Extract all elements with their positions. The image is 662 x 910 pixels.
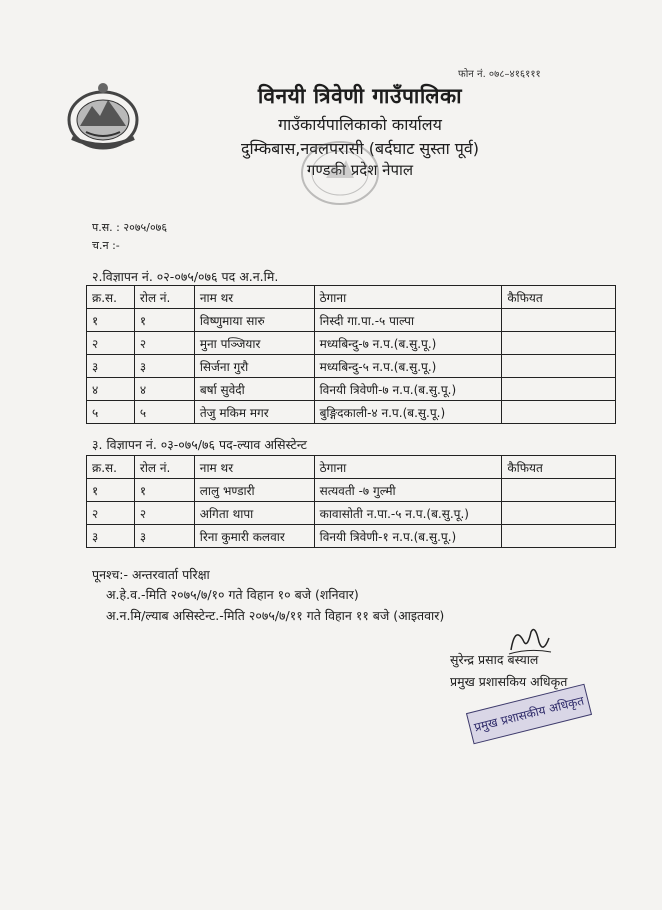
address-cell: बुङ्गिदकाली-४ न.प.(ब.सु.पू.): [314, 401, 502, 424]
serial-cell: २: [87, 332, 135, 355]
column-header: क्र.स.: [87, 286, 135, 309]
section1-title: २.विज्ञापन नं. ०२-०७५/०७६ पद अ.न.मि.: [92, 269, 279, 284]
serial-cell: ५: [87, 401, 135, 424]
name-cell: बर्षा सुवेदी: [194, 378, 314, 401]
office-name: गाउँकार्यपालिकाको कार्यालय: [278, 115, 442, 134]
column-header: रोल नं.: [134, 286, 194, 309]
name-cell: तेजु मकिम मगर: [194, 401, 314, 424]
remarks-cell: [502, 309, 616, 332]
table-row: [87, 502, 616, 525]
column-header: नाम थर: [194, 286, 314, 309]
name-cell: मुना पञ्जियार: [194, 332, 314, 355]
roll-cell: ५: [134, 401, 194, 424]
column-header: नाम थर: [194, 456, 314, 479]
nepal-emblem-icon: [62, 80, 144, 152]
address-cell: निस्दी गा.पा.-५ पाल्पा: [314, 309, 502, 332]
address-cell: मध्यबिन्दु-७ न.प.(ब.सु.पू.): [314, 332, 502, 355]
interview-schedule-2: अ.न.मि/ल्याब असिस्टेन्ट.-मिति २०७५/७/११ गते विहान ११ बजे (आइतवार): [106, 608, 445, 623]
column-header: ठेगाना: [314, 456, 502, 479]
roll-cell: ४: [134, 378, 194, 401]
remarks-cell: [502, 525, 616, 548]
signatory-name: सुरेन्द्र प्रसाद बस्याल: [450, 652, 539, 667]
name-cell: रिना कुमारी कलवार: [194, 525, 314, 548]
serial-cell: १: [87, 479, 135, 502]
name-cell: विष्णुमाया सारु: [194, 309, 314, 332]
table-row: [87, 309, 616, 332]
name-cell: अगिता थापा: [194, 502, 314, 525]
serial-cell: २: [87, 502, 135, 525]
roll-cell: १: [134, 309, 194, 332]
table-row: [87, 525, 616, 548]
roll-cell: ३: [134, 525, 194, 548]
table-row: [87, 479, 616, 502]
table-header-row: [87, 286, 616, 309]
roll-cell: २: [134, 332, 194, 355]
roll-cell: २: [134, 502, 194, 525]
serial-cell: ३: [87, 525, 135, 548]
signatory-title: प्रमुख प्रशासकिय अधिकृत: [450, 674, 568, 689]
table-row: [87, 355, 616, 378]
candidates-table-2: [86, 455, 616, 548]
table-row: [87, 378, 616, 401]
remarks-cell: [502, 479, 616, 502]
remarks-cell: [502, 355, 616, 378]
office-seal-icon: [298, 138, 382, 208]
remarks-cell: [502, 401, 616, 424]
address-cell: विनयी त्रिवेणी-१ न.प.(ब.सु.पू.): [314, 525, 502, 548]
province-name: गण्डकी प्रदेश नेपाल: [306, 161, 414, 179]
interview-schedule-1: अ.हे.व.-मिति २०७५/७/१० गते विहान १० बजे (शनिवार): [106, 587, 359, 602]
serial-cell: ३: [87, 355, 135, 378]
section2-title: ३. विज्ञापन नं. ०३-०७५/७६ पद-ल्याव असिस्टेन्ट: [92, 437, 307, 452]
address-cell: सत्यवती -७ गुल्मी: [314, 479, 502, 502]
column-header: रोल नं.: [134, 456, 194, 479]
name-cell: सिर्जना गुरौ: [194, 355, 314, 378]
fiscal-year: प.स. : २०७५/०७६: [92, 221, 168, 234]
postscript-heading: पूनश्च:- अन्तरवार्ता परिक्षा: [92, 567, 210, 582]
table-header-row: [87, 456, 616, 479]
serial-cell: ४: [87, 378, 135, 401]
address-cell: कावासोती न.पा.-५ न.प.(ब.सु.पू.): [314, 502, 502, 525]
column-header: कैफियत: [502, 456, 616, 479]
office-address: दुम्किबास,नवलपरासी (बर्दघाट सुस्ता पूर्व): [240, 139, 480, 158]
dispatch-number: च.न :-: [92, 239, 120, 252]
table-row: [87, 332, 616, 355]
candidates-table-1: [86, 285, 616, 424]
remarks-cell: [502, 332, 616, 355]
column-header: क्र.स.: [87, 456, 135, 479]
column-header: कैफियत: [502, 286, 616, 309]
address-cell: मध्यबिन्दु-५ न.प.(ब.सु.पू.): [314, 355, 502, 378]
official-stamp: प्रमुख प्रशासकीय अधिकृत: [466, 684, 592, 745]
column-header: ठेगाना: [314, 286, 502, 309]
name-cell: लालु भण्डारी: [194, 479, 314, 502]
municipality-title: विनयी त्रिवेणी गाउँपालिका: [257, 84, 463, 108]
address-cell: विनयी त्रिवेणी-७ न.प.(ब.सु.पू.): [314, 378, 502, 401]
serial-cell: १: [87, 309, 135, 332]
roll-cell: १: [134, 479, 194, 502]
remarks-cell: [502, 378, 616, 401]
remarks-cell: [502, 502, 616, 525]
table-row: [87, 401, 616, 424]
phone-number: फोन नं. ०७८–४१६१११: [458, 69, 541, 80]
roll-cell: ३: [134, 355, 194, 378]
